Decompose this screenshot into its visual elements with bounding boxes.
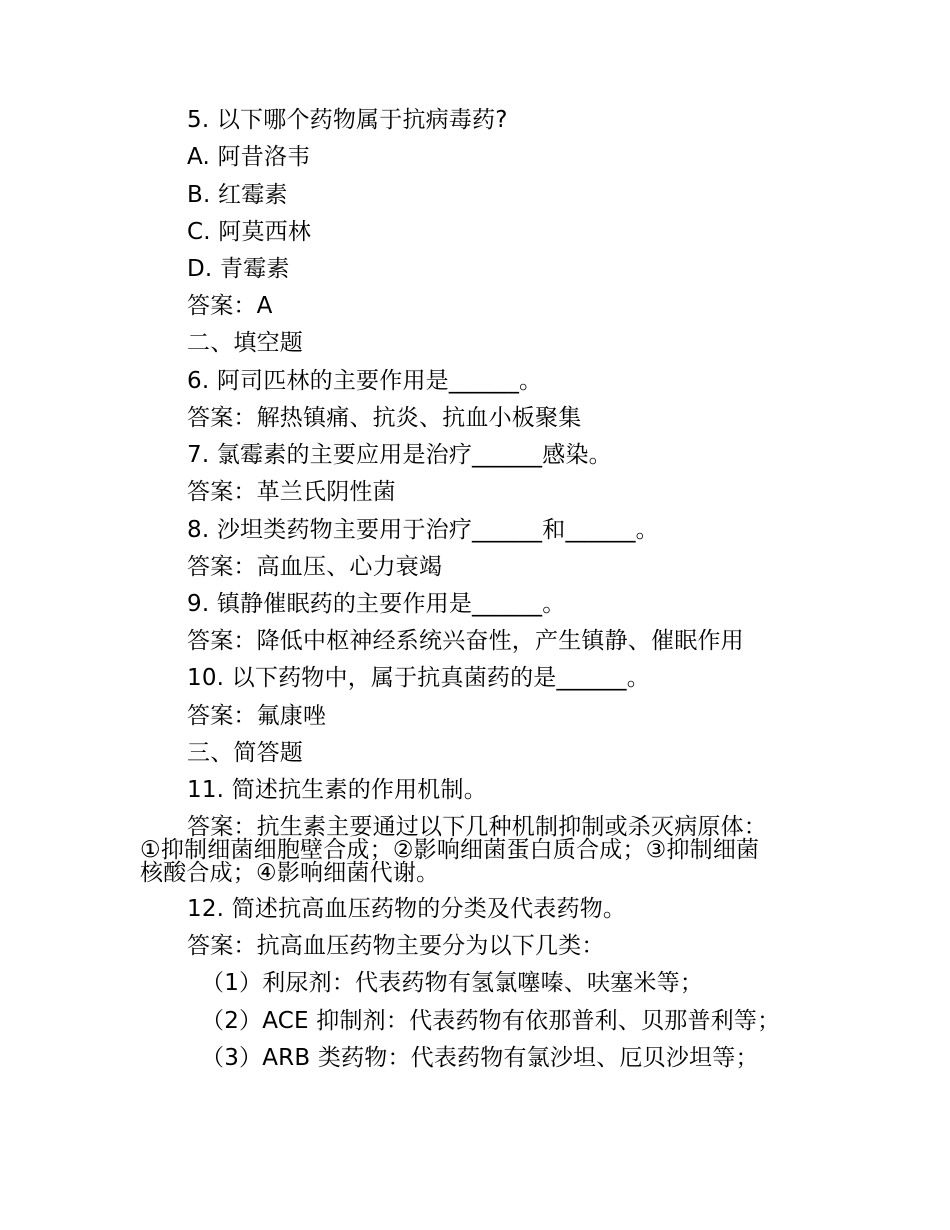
question-10: 10. 以下药物中，属于抗真菌药的是______。 <box>187 665 650 691</box>
answer-9: 答案：降低中枢神经系统兴奋性，产生镇静、催眠作用 <box>187 628 744 654</box>
option-b: B. 红霉素 <box>187 182 288 208</box>
question-7: 7. 氯霉素的主要应用是治疗______感染。 <box>187 442 612 468</box>
answer-5: 答案：A <box>187 293 273 319</box>
option-d: D. 青霉素 <box>187 256 290 282</box>
question-9: 9. 镇静催眠药的主要作用是______。 <box>187 591 566 617</box>
answer-8: 答案：高血压、心力衰竭 <box>187 554 443 580</box>
question-6: 6. 阿司匹林的主要作用是______。 <box>187 368 543 394</box>
answer-11-points-cont: 核酸合成；④影响细菌代谢。 <box>140 860 440 886</box>
option-a: A. 阿昔洛韦 <box>187 144 311 170</box>
answer-11-intro: 答案：抗生素主要通过以下几种机制抑制或杀灭病原体： <box>187 814 767 840</box>
option-c: C. 阿莫西林 <box>187 219 312 245</box>
answer-12-intro: 答案：抗高血压药物主要分为以下几类： <box>187 933 605 959</box>
question-5: 5. 以下哪个药物属于抗病毒药? <box>187 107 508 133</box>
answer-12-item-1: （1）利尿剂：代表药物有氢氯噻嗪、呋塞米等； <box>201 970 704 996</box>
answer-12-item-2: （2）ACE 抑制剂：代表药物有依那普利、贝那普利等； <box>201 1008 781 1034</box>
answer-10: 答案：氟康唑 <box>187 703 327 729</box>
answer-6: 答案：解热镇痛、抗炎、抗血小板聚集 <box>187 405 582 431</box>
section-heading-short-answer: 三、简答题 <box>187 740 303 766</box>
question-8: 8. 沙坦类药物主要用于治疗______和______。 <box>187 517 659 543</box>
answer-7: 答案：革兰氏阴性菌 <box>187 479 396 505</box>
question-11: 11. 简述抗生素的作用机制。 <box>187 777 487 803</box>
question-12: 12. 简述抗高血压药物的分类及代表药物。 <box>187 896 627 922</box>
section-heading-fill-in: 二、填空题 <box>187 330 303 356</box>
answer-11-points: ①抑制细菌细胞壁合成；②影响细菌蛋白质合成；③抑制细菌 <box>140 837 760 863</box>
answer-12-item-3: （3）ARB 类药物：代表药物有氯沙坦、厄贝沙坦等； <box>201 1045 759 1071</box>
